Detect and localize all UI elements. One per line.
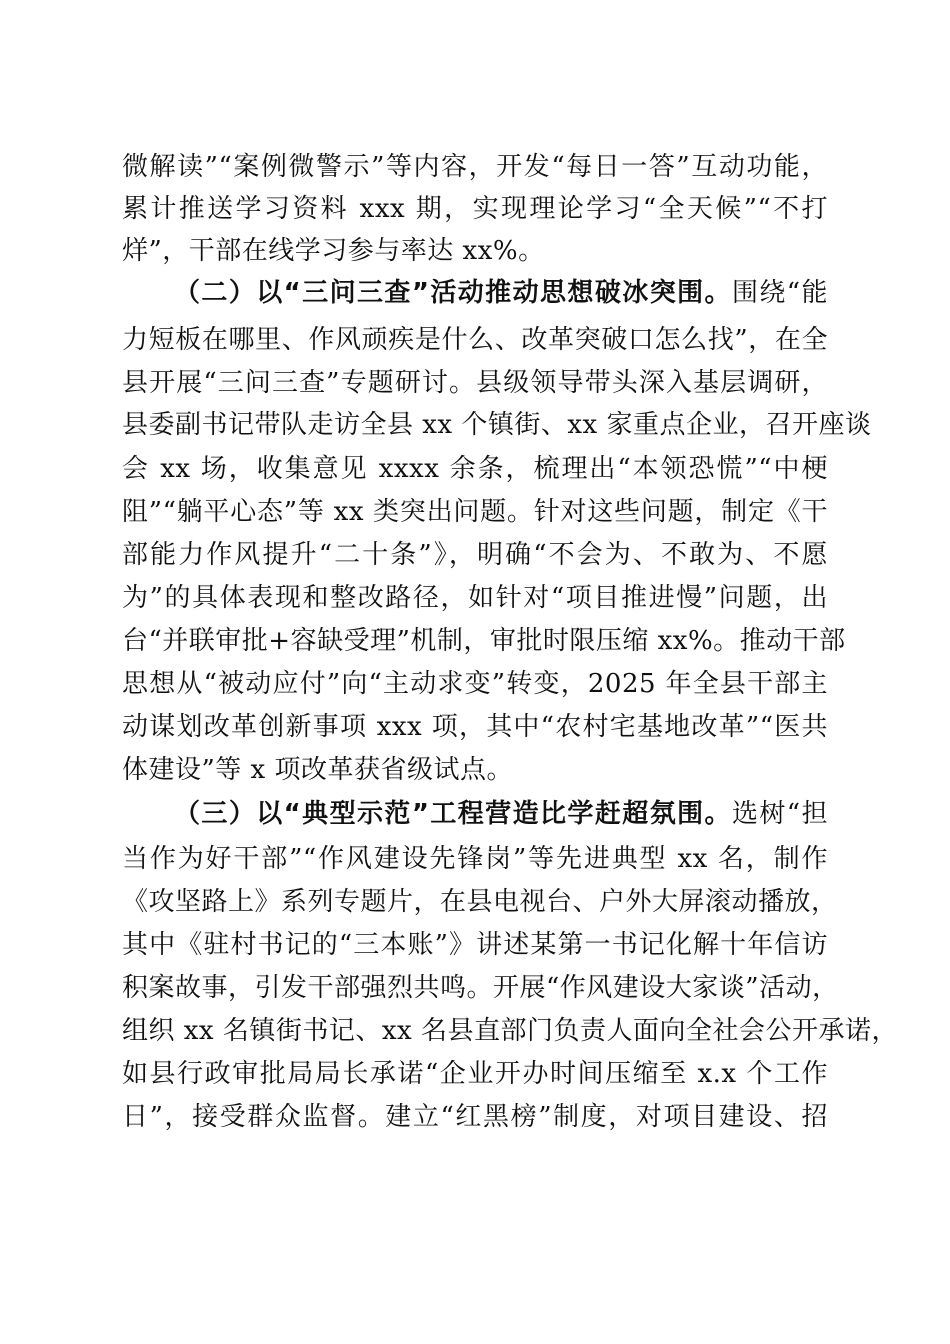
paragraph-2-line-3: 县开展“三问三查”专题研讨。县级领导带头深入基层调研， [122, 368, 828, 398]
paragraph-3-line-3: 《攻坚路上》系列专题片，在县电视台、户外大屏滚动播放， [122, 887, 838, 917]
paragraph-2-line-12: 体建设”等 x 项改革获省级试点。 [122, 755, 513, 785]
paragraph-3-first-line [174, 794, 828, 834]
paragraph-2-line-7: 部能力作风提升“二十条”》，明确“不会为、不敢为、不愿 [122, 540, 828, 570]
paragraph-2-heading: （二）以“三问三查”活动推动思想破冰突围。 [174, 278, 732, 308]
paragraph-2-first-line-rest: 围绕“能 [731, 278, 828, 308]
paragraph-2-line-5: 会 xx 场，收集意见 xxxx 余条，梳理出“本领恐慌”“中梗 [122, 454, 828, 484]
paragraph-3-line-7: 如县行政审批局局长承诺“企业开办时间压缩至 x.x 个工作 [122, 1059, 828, 1089]
paragraph-2-line-10: 思想从“被动应付”向“主动求变”转变，2025 年全县干部主 [122, 669, 828, 699]
paragraph-1-line-3: 烊”，干部在线学习参与率达 xx%。 [122, 236, 545, 266]
paragraph-3-line-5: 积案故事，引发干部强烈共鸣。开展“作风建设大家谈”活动， [122, 973, 839, 1003]
paragraph-2-first-line [174, 273, 828, 313]
paragraph-2-line-2: 力短板在哪里、作风顽疾是什么、改革突破口怎么找”，在全 [122, 325, 828, 355]
paragraph-3-line-4: 其中《驻村书记的“三本账”》讲述某第一书记化解十年信访 [122, 930, 828, 960]
paragraph-3-line-6: 组织 xx 名镇街书记、xx 名县直部门负责人面向全社会公开承诺， [122, 1016, 898, 1046]
paragraph-2-line-6: 阻”“躺平心态”等 xx 类突出问题。针对这些问题，制定《干 [122, 497, 828, 527]
paragraph-3-heading: （三）以“典型示范”工程营造比学赶超氛围。 [174, 799, 732, 829]
paragraph-2-line-8: 为”的具体表现和整改路径，如针对“项目推进慢”问题，出 [122, 583, 828, 613]
paragraph-3-first-line-rest: 选树“担 [731, 799, 828, 829]
paragraph-3-line-8: 日”，接受群众监督。建立“红黑榜”制度，对项目建设、招 [122, 1102, 828, 1132]
paragraph-1-line-1: 微解读”“案例微警示”等内容，开发“每日一答”互动功能， [122, 152, 828, 182]
paragraph-3-line-2: 当作为好干部”“作风建设先锋岗”等先进典型 xx 名，制作 [122, 844, 828, 874]
paragraph-2-line-11: 动谋划改革创新事项 xxx 项，其中“农村宅基地改革”“医共 [122, 712, 828, 742]
paragraph-2-line-4: 县委副书记带队走访全县 xx 个镇街、xx 家重点企业，召开座谈 [122, 410, 872, 440]
paragraph-1-line-2: 累计推送学习资料 xxx 期，实现理论学习“全天候”“不打 [122, 194, 828, 224]
paragraph-2-line-9: 台“并联审批+容缺受理”机制，审批时限压缩 xx%。推动干部 [122, 626, 846, 656]
